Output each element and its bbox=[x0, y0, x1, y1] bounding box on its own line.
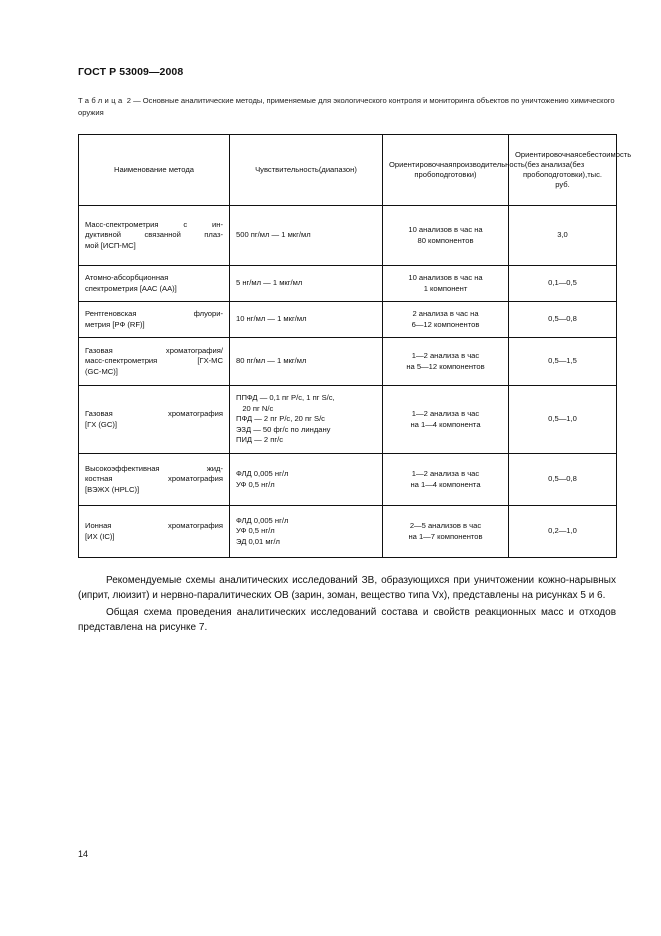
method-line: [ИХ (IC)] bbox=[85, 531, 115, 541]
cost-cell: 0,2—1,0 bbox=[509, 506, 617, 558]
method-line: Рентгеновская флуори- bbox=[85, 309, 223, 318]
performance-line: 2—5 анализов в час bbox=[409, 521, 482, 530]
method-line: спектрометрия [ААС (АА)] bbox=[85, 283, 177, 293]
performance-line: 10 анализов в час на bbox=[408, 225, 483, 234]
method-cell bbox=[79, 506, 230, 558]
header-line: (без пробоподготовки), bbox=[522, 160, 588, 179]
column-header-sensitivity bbox=[230, 135, 383, 206]
performance-line: на 5—12 компонентов bbox=[406, 361, 485, 371]
performance-line: на 1—4 компонента bbox=[410, 479, 481, 489]
method-line: костная хроматография bbox=[85, 474, 223, 484]
column-header-performance bbox=[383, 135, 540, 206]
performance-line: 1 компонент bbox=[423, 283, 468, 293]
table-row bbox=[79, 338, 617, 386]
sensitivity-line: ПИД — 2 пг/с bbox=[236, 435, 283, 445]
header-line: производительность bbox=[452, 160, 525, 169]
cost-cell: 0,1—0,5 bbox=[509, 266, 617, 302]
sensitivity-cell bbox=[230, 454, 383, 506]
header-line: тыс. руб. bbox=[555, 170, 603, 189]
performance-line: на 1—7 компонентов bbox=[408, 531, 483, 541]
header-line: Чувствительность bbox=[255, 165, 319, 174]
cost-cell: 0,5—1,5 bbox=[509, 338, 617, 386]
table-row bbox=[79, 302, 617, 338]
sensitivity-cell bbox=[230, 302, 383, 338]
sensitivity-cell bbox=[230, 506, 383, 558]
performance-cell bbox=[383, 454, 509, 506]
sensitivity-line: ППФД — 0,1 пг P/c, 1 пг S/c, bbox=[236, 393, 335, 403]
performance-cell bbox=[383, 206, 509, 266]
table-row bbox=[79, 506, 617, 558]
method-cell bbox=[79, 302, 230, 338]
performance-cell bbox=[383, 338, 509, 386]
header-line: Наименование метода bbox=[113, 165, 195, 174]
caption-text: — Основные аналитические методы, применяемые для экологического контроля и мониторинга объектов по уничтожению химического оружия bbox=[78, 96, 615, 117]
performance-cell bbox=[383, 302, 509, 338]
performance-cell bbox=[383, 266, 509, 302]
cost-cell: 0,5—0,8 bbox=[509, 454, 617, 506]
performance-cell bbox=[383, 386, 509, 454]
sensitivity-cell bbox=[230, 266, 383, 302]
sensitivity-line: УФ 0,5 нг/л bbox=[236, 526, 275, 536]
method-line: мой [ИСП-МС] bbox=[85, 240, 136, 250]
table-row bbox=[79, 454, 617, 506]
methods-table bbox=[78, 134, 632, 558]
method-line: [ВЭЖХ (HPLC)] bbox=[85, 484, 140, 494]
performance-line: 1—2 анализа в час bbox=[411, 469, 480, 478]
sensitivity-line: УФ 0,5 нг/л bbox=[236, 479, 275, 489]
method-line: метрия [РФ (RF)] bbox=[85, 319, 145, 329]
sensitivity-line: ФЛД 0,005 нг/л bbox=[236, 515, 289, 525]
caption-number: 2 bbox=[126, 96, 131, 105]
method-line: [ГХ (GC)] bbox=[85, 419, 117, 429]
method-cell bbox=[79, 206, 230, 266]
performance-line: 10 анализов в час на bbox=[408, 273, 483, 282]
sensitivity-line: 80 пг/мл — 1 мкг/мл bbox=[236, 356, 307, 366]
sensitivity-line: ЭД 0,01 мг/л bbox=[236, 536, 280, 546]
method-line: масс-спектрометрия [ГХ-МС bbox=[85, 356, 223, 366]
caption-label: Таблица bbox=[78, 96, 125, 105]
sensitivity-cell bbox=[230, 386, 383, 454]
sensitivity-line: ПФД — 2 пг P/c, 20 пг S/c bbox=[236, 414, 325, 424]
page-number: 14 bbox=[78, 849, 89, 859]
document-code: ГОСТ Р 53009—2008 bbox=[78, 66, 184, 78]
sensitivity-line: 5 нг/мл — 1 мкг/мл bbox=[236, 278, 303, 288]
sensitivity-cell bbox=[230, 206, 383, 266]
method-cell bbox=[79, 338, 230, 386]
performance-line: 1—2 анализа в час bbox=[411, 409, 480, 418]
header-line: себестоимость анализа bbox=[540, 150, 632, 169]
performance-line: 80 компонентов bbox=[417, 235, 474, 245]
sensitivity-cell bbox=[230, 338, 383, 386]
method-line: Газовая хроматография/ bbox=[85, 345, 223, 355]
method-line: Ионная хроматография bbox=[85, 521, 223, 530]
table-row bbox=[79, 386, 617, 454]
sensitivity-line: 10 нг/мл — 1 мкг/мл bbox=[236, 314, 307, 324]
body-text bbox=[78, 574, 616, 638]
table-row bbox=[79, 206, 617, 266]
performance-line: 6—12 компонентов bbox=[411, 319, 480, 329]
sensitivity-line: ЭЗД — 50 фг/с по линдану bbox=[236, 424, 331, 434]
table-body bbox=[79, 206, 617, 558]
method-line: Газовая хроматография bbox=[85, 409, 223, 418]
header-line: Ориентировочная bbox=[515, 150, 579, 159]
header-line: Ориентировочная bbox=[389, 160, 453, 169]
table-row bbox=[79, 266, 617, 302]
performance-line: 1—2 анализа в час bbox=[411, 351, 480, 360]
performance-line: на 1—4 компонента bbox=[410, 419, 481, 429]
method-cell bbox=[79, 266, 230, 302]
paragraph: Общая схема проведения аналитических исследований состава и свойств реакционных масс и отходов представлена на рисунке 7. bbox=[78, 607, 616, 633]
sensitivity-line: 20 пг N/c bbox=[236, 403, 274, 413]
method-line: Атомно-абсорбционная bbox=[85, 273, 169, 282]
method-cell bbox=[79, 454, 230, 506]
method-line: Масс-спектрометрия с ин- bbox=[85, 219, 223, 229]
column-header-cost bbox=[509, 135, 632, 206]
table-header-row bbox=[79, 135, 617, 206]
performance-cell bbox=[383, 506, 509, 558]
method-line: (GC-MC)] bbox=[85, 366, 118, 376]
sensitivity-line: ФЛД 0,005 нг/л bbox=[236, 469, 289, 478]
paragraph: Рекомендуемые схемы аналитических исследований ЗВ, образующихся при уничтожении кожно-нарывных (иприт, люизит) и нервно-паралитических ОВ (зарин, зоман, вещество типа Vx), представлены на рисунках 5 и 6. bbox=[78, 575, 616, 601]
cost-cell: 0,5—0,8 bbox=[509, 302, 617, 338]
header-line: (диапазон) bbox=[318, 165, 357, 174]
header-line: (без пробоподготовки) bbox=[414, 160, 540, 179]
cost-cell: 3,0 bbox=[509, 206, 617, 266]
cost-cell: 0,5—1,0 bbox=[509, 386, 617, 454]
method-line: дуктивной связанной плаз- bbox=[85, 230, 223, 240]
method-line: Высокоэффективная жид- bbox=[85, 463, 223, 473]
method-cell bbox=[79, 386, 230, 454]
table-caption bbox=[78, 95, 618, 119]
column-header-method bbox=[79, 135, 230, 206]
performance-line: 2 анализа в час на bbox=[412, 309, 479, 318]
sensitivity-line: 500 пг/мл — 1 мкг/мл bbox=[236, 230, 311, 240]
